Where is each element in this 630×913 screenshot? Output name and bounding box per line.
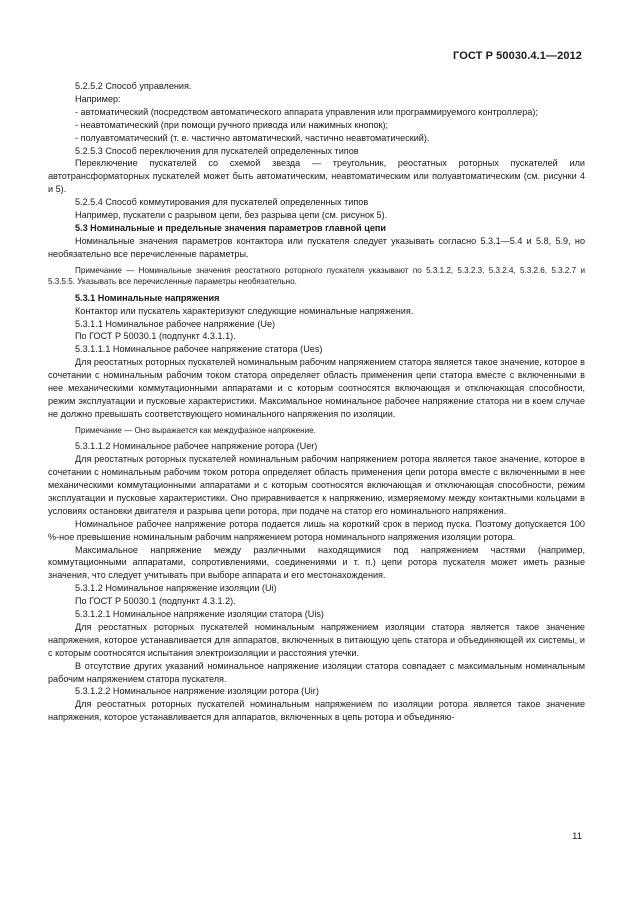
paragraph: Максимальное напряжение между различными находящимися под напряжением частями (например, коммутационными аппаратами, сопротивлениями, соединениями и т. п.) цепи ротора пускателя может иметь разные значения, что следует учитывать при выборе аппарата и его местонахождения. — [48, 544, 585, 581]
paragraph: 5.2.5.4 Способ коммутирования для пускателей определенных типов — [75, 197, 369, 208]
document-body — [48, 80, 585, 724]
paragraph: 5.3.1.2.1 Номинальное напряжение изоляции статора (Uis) — [75, 609, 324, 620]
paragraph: Для реостатных роторных пускателей номинальным напряжением по изоляции ротора является такое значение напряжения, которое устанавливается для аппаратов, включенных в цепь ротора и объединяю- — [48, 699, 585, 723]
section-heading: 5.3.1 Номинальные напряжения — [75, 292, 220, 303]
document-number: ГОСТ Р 50030.4.1—2012 — [453, 50, 582, 62]
paragraph: Например: — [75, 93, 121, 104]
paragraph: Для реостатных роторных пускателей номинальным рабочим напряжением статора является такое значение, которое в сочетании с номинальным рабочим током статора определяет область применения цепи статора вместе с включенными в нее механическими коммутационными аппаратами и с которым соотносятся включающая и отключающая способности, режим эксплуатации и пусковые характеристики. Максимальное номинальное рабочее напряжение статора ни в коем случае не должно превышать соответствующего номинального напряжения по изоляции. — [48, 357, 585, 419]
paragraph: Контактор или пускатель характеризуют следующие номинальные напряжения. — [75, 305, 414, 316]
paragraph: - автоматический (посредством автоматического аппарата управления или программируемого контроллера); — [75, 106, 538, 117]
paragraph: Переключение пускателей со схемой звезда — треугольник, реостатных роторных пускателей или автотрансформаторных пускателей может быть автоматическим, неавтоматическим или полуавтоматическим (см. рисунки 4 и 5). — [48, 158, 585, 195]
paragraph: В отсутствие других указаний номинальное напряжение изоляции статора совпадает с максимальным номинальным рабочим напряжением статора пускателя. — [48, 660, 585, 684]
paragraph: Например, пускатели с разрывом цепи, без разрыва цепи (см. рисунок 5). — [75, 210, 388, 221]
paragraph: 5.2.5.3 Способ переключения для пускателей определенных типов — [75, 145, 359, 156]
paragraph: 5.3.1.1.2 Номинальное рабочее напряжение ротора (Uer) — [75, 441, 318, 452]
paragraph: - полуавтоматический (т. е. частично автоматический, частично неавтоматический). — [75, 132, 430, 143]
paragraph: Номинальное рабочее напряжение ротора подается лишь на короткий срок в период пуска. Поэтому допускается 100 %-ное превышение номинальным рабочим напряжением ротора номинального напряжения изоляции ротора. — [48, 518, 585, 542]
note: Примечание — Номинальные значения реостатного роторного пускателя указывают по 5.3.1.2, 5.3.2.3, 5.3.2.4, 5.3.2.6, 5.3.2.7 и 5.3.5.5. Указывать все перечисленные параметры необязательно. — [48, 265, 585, 287]
paragraph: Для реостатных роторных пускателей номинальным напряжением изоляции статора является такое значение напряжения, которое устанавливается для аппаратов, включенных в питающую цепь статора и объединяющей их системы, и с которым соотносятся испытания электроизоляции и расстояния утечки. — [48, 621, 585, 658]
paragraph: 5.3.1.1.1 Номинальное рабочее напряжение статора (Ues) — [75, 344, 323, 355]
paragraph: 5.2.5.2 Способ управления. — [75, 81, 192, 91]
paragraph: Для реостатных роторных пускателей номинальным рабочим напряжением ротора является такое значение, которое в сочетании с номинальным рабочим током ротора определяет область применения цепи ротора вместе с включенными в нее механическими коммутационными аппаратами и с которым соотносятся включающая и отключающая способности, режим эксплуатации и пусковые характеристики. Оно приравнивается к напряжению, измеряемому между контактными кольцами в условиях остановки двигателя и разрыва цепи ротора, при подаче на статор его номинального напряжения. — [48, 454, 585, 516]
section-heading: 5.3 Номинальные и предельные значения параметров главной цепи — [75, 222, 386, 233]
paragraph: 5.3.1.2 Номинальное напряжение изоляции (Ui) — [75, 583, 277, 594]
page-number: 11 — [572, 831, 582, 842]
paragraph: - неавтоматический (при помощи ручного привода или нажимных кнопок); — [75, 119, 389, 130]
note: Примечание — Оно выражается как междуфазное напряжение. — [75, 425, 316, 435]
paragraph: По ГОСТ Р 50030.1 (подпункт 4.3.1.1). — [75, 331, 236, 342]
paragraph: 5.3.1.2.2 Номинальное напряжение изоляции ротора (Uir) — [75, 686, 319, 697]
paragraph: Номинальные значения параметров контактора или пускателя следует указывать согласно 5.3.1—5.4 и 5.8, 5.9, но необязательно все перечисленные параметры. — [48, 235, 585, 259]
paragraph: 5.3.1.1 Номинальное рабочее напряжение (Ue) — [75, 318, 276, 329]
paragraph: По ГОСТ Р 50030.1 (подпункт 4.3.1.2). — [75, 596, 236, 607]
